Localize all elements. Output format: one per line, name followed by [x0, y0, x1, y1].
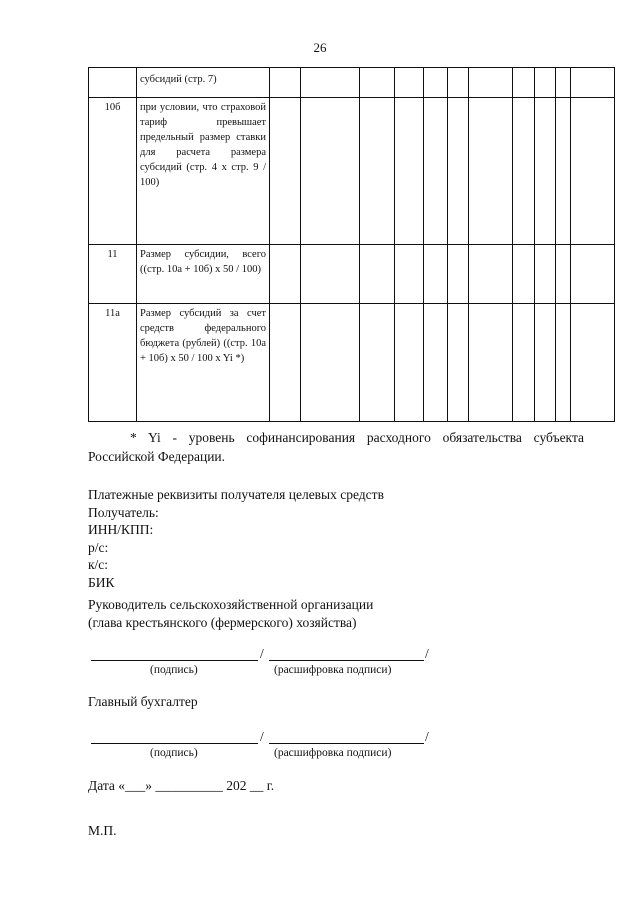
row-description: при условии, что страховой тариф превышает предельный размер ставки для расчета размера субсидий (стр. 4 x стр. 9 / 100)	[137, 98, 270, 245]
table-cell	[360, 304, 395, 422]
table-cell	[395, 68, 424, 98]
table-cell	[270, 245, 301, 304]
table-cell	[571, 304, 615, 422]
table-cell	[360, 245, 395, 304]
table-cell	[424, 68, 448, 98]
page-number: 26	[313, 40, 327, 55]
signature-blank	[91, 660, 258, 661]
row-number	[89, 68, 137, 98]
table-cell	[395, 245, 424, 304]
stamp-place: М.П.	[88, 823, 117, 838]
date-line: Дата «___» __________ 202 __ г.	[88, 778, 275, 793]
table-cell	[556, 98, 571, 245]
table-row	[89, 245, 615, 304]
table-cell	[469, 245, 513, 304]
head-title-line2: (глава крестьянского (фермерского) хозяйства)	[88, 615, 357, 630]
table-row	[89, 68, 615, 98]
table-cell	[469, 68, 513, 98]
table-cell	[424, 245, 448, 304]
table-cell	[535, 68, 556, 98]
table-cell	[513, 245, 535, 304]
table-cell	[360, 98, 395, 245]
table-cell	[556, 68, 571, 98]
table-cell	[270, 98, 301, 245]
table-cell	[395, 304, 424, 422]
slash-separator: /	[260, 729, 264, 744]
row-description: субсидий (стр. 7)	[137, 68, 270, 98]
decoding-blank	[269, 660, 424, 661]
accountant-signature-line	[88, 729, 448, 749]
head-signature-captions	[88, 664, 448, 678]
decoding-caption: (расшифровка подписи)	[274, 747, 392, 759]
decoding-caption: (расшифровка подписи)	[274, 664, 392, 676]
table-cell	[301, 245, 360, 304]
table-cell	[571, 98, 615, 245]
row-number: 10б	[89, 98, 137, 245]
footnote: * Yi - уровень софинансирования расходного обязательства субъекта Российской Федерации.	[88, 430, 584, 464]
table-row	[89, 304, 615, 422]
head-of-organization	[88, 596, 584, 632]
slash-separator: /	[425, 646, 429, 661]
signature-caption: (подпись)	[150, 664, 198, 676]
slash-separator: /	[425, 729, 429, 744]
row-description: Размер субсидий за счет средств федерального бюджета (рублей) ((стр. 10а + 10б) x 50 / 100 x Yi *)	[137, 304, 270, 422]
table-cell	[535, 245, 556, 304]
table-cell	[469, 98, 513, 245]
table-cell	[448, 68, 469, 98]
slash-separator: /	[260, 646, 264, 661]
table-cell	[360, 68, 395, 98]
head-signature-line	[88, 646, 448, 666]
table-cell	[270, 68, 301, 98]
table-cell	[513, 304, 535, 422]
table-cell	[448, 245, 469, 304]
signature-caption: (подпись)	[150, 747, 198, 759]
payment-requisites	[88, 486, 584, 592]
row-description: Размер субсидии, всего ((стр. 10а + 10б) x 50 / 100)	[137, 245, 270, 304]
table-cell	[535, 304, 556, 422]
table-cell	[424, 304, 448, 422]
table-cell	[556, 245, 571, 304]
chief-accountant-title: Главный бухгалтер	[88, 694, 198, 709]
head-title-line1: Руководитель сельскохозяйственной организации	[88, 597, 374, 612]
table-cell	[513, 68, 535, 98]
table-cell	[424, 98, 448, 245]
table-cell	[571, 245, 615, 304]
ks-label: к/с:	[88, 557, 109, 573]
table-cell	[571, 68, 615, 98]
table-cell	[513, 98, 535, 245]
inn-kpp-label: ИНН/КПП:	[88, 522, 154, 538]
table-cell	[395, 98, 424, 245]
table-row	[89, 98, 615, 245]
row-number: 11а	[89, 304, 137, 422]
table-cell	[448, 304, 469, 422]
subsidy-calculation-table	[88, 67, 615, 422]
table-cell	[448, 98, 469, 245]
table-cell	[301, 304, 360, 422]
table-cell	[535, 98, 556, 245]
table-cell	[301, 68, 360, 98]
recipient-label: Получатель:	[88, 504, 159, 520]
table-cell	[556, 304, 571, 422]
accountant-signature-captions	[88, 747, 448, 761]
row-number: 11	[89, 245, 137, 304]
table-cell	[270, 304, 301, 422]
table-cell	[301, 98, 360, 245]
requisites-title: Платежные реквизиты получателя целевых средств	[88, 487, 384, 502]
decoding-blank	[269, 743, 424, 744]
bik-label: БИК	[88, 574, 115, 590]
signature-blank	[91, 743, 258, 744]
rs-label: р/с:	[88, 539, 109, 555]
table-cell	[469, 304, 513, 422]
